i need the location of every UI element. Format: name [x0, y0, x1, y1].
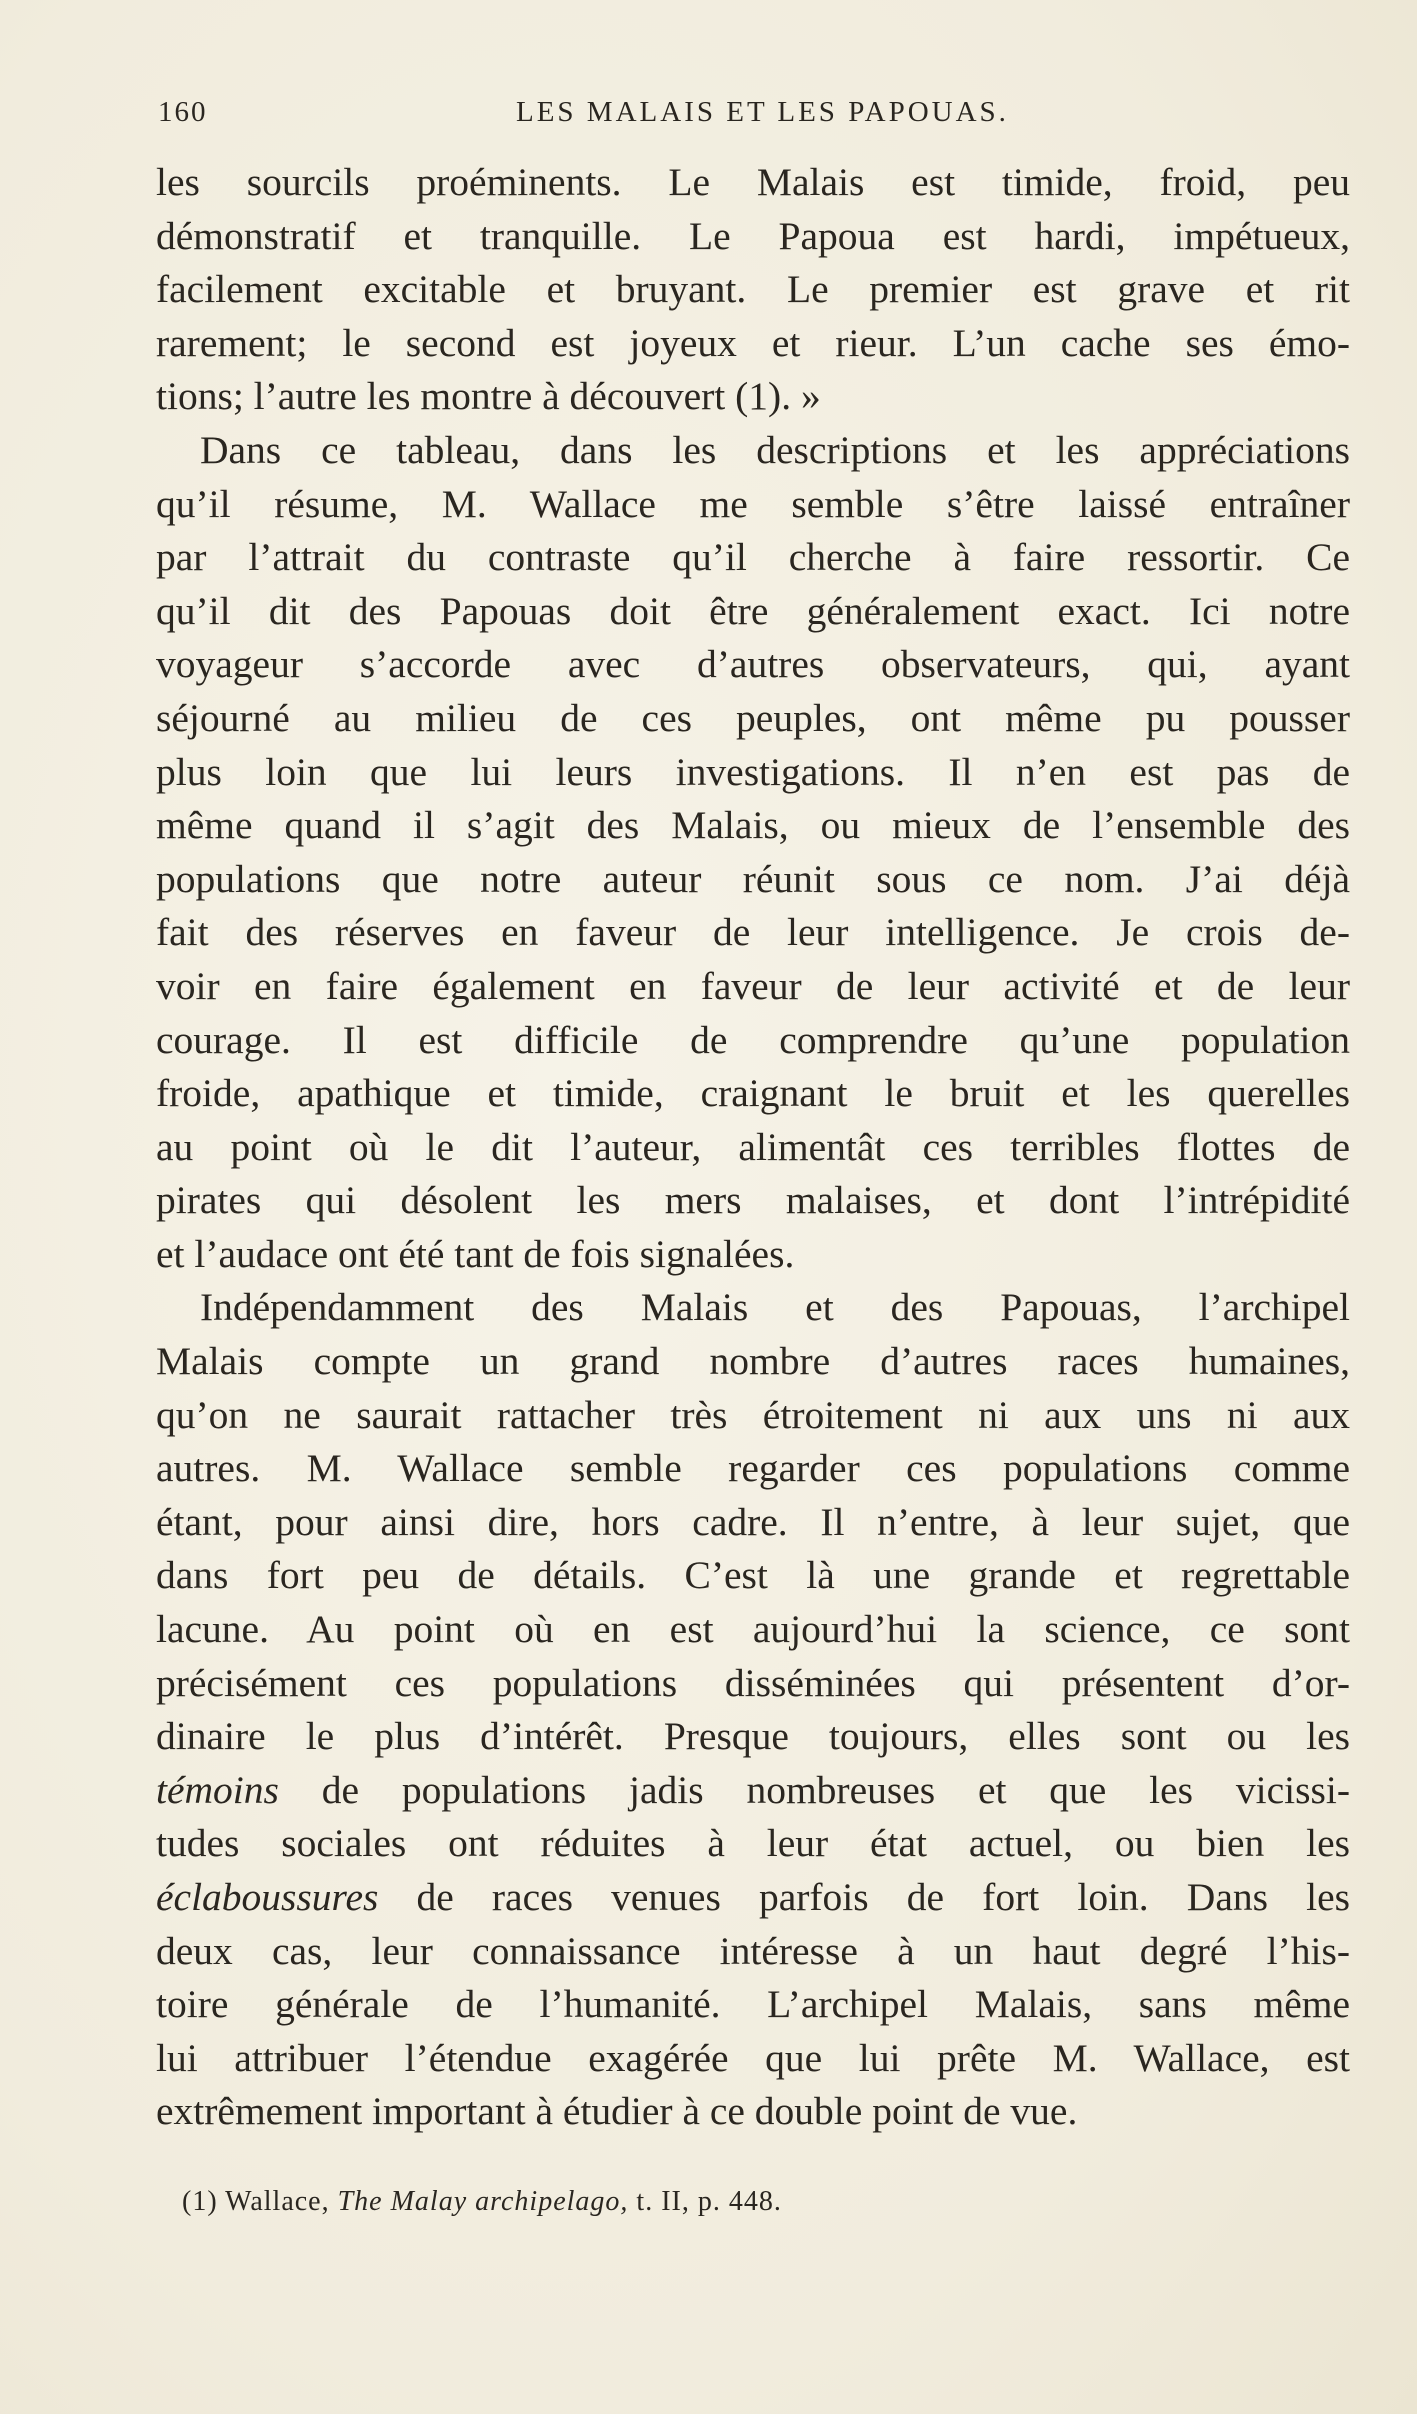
text-line: rarement; le second est joyeux et rieur. L’un cache ses émo- — [156, 320, 1350, 365]
text-line: qu’on ne saurait rattacher très étroitement ni aux uns ni aux — [156, 1392, 1350, 1437]
text-line: précisément ces populations disséminées qui présentent d’or- — [156, 1660, 1350, 1705]
text-line: plus loin que lui leurs investigations. Il n’en est pas de — [156, 749, 1350, 794]
footnote-marker: (1) — [182, 2186, 218, 2217]
line-rest: de populations jadis nombreuses et que les vicissi- — [278, 1767, 1350, 1812]
text-line: facilement excitable et bruyant. Le premier est grave et rit — [156, 267, 1350, 312]
text-line: dinaire le plus d’intérêt. Presque toujours, elles sont ou les — [156, 1714, 1350, 1759]
text-line: autres. M. Wallace semble regarder ces populations comme — [156, 1446, 1350, 1491]
page-number: 160 — [158, 96, 208, 128]
text-line: Malais compte un grand nombre d’autres races humaines, — [156, 1339, 1350, 1384]
text-line: même quand il s’agit des Malais, ou mieux de l’ensemble des — [156, 803, 1350, 848]
text-line-italic-start — [156, 1764, 1350, 1818]
text-line: et l’audace ont été tant de fois signalées. — [156, 1231, 795, 1276]
text-line: dans fort peu de détails. C’est là une grande et regrettable — [156, 1553, 1350, 1598]
text-line: voyageur s’accorde avec d’autres observateurs, qui, ayant — [156, 642, 1350, 687]
text-line: au point où le dit l’auteur, alimentât ces terribles flottes de — [156, 1124, 1350, 1169]
line-rest: de races venues parfois de fort loin. Dans les — [378, 1875, 1350, 1919]
text-line: pirates qui désolent les mers malaises, et dont l’intrépidité — [156, 1178, 1350, 1223]
running-title: LES MALAIS ET LES PAPOUAS. — [516, 96, 1009, 128]
italic-word: éclaboussures — [156, 1875, 379, 1919]
italic-word: témoins — [156, 1767, 279, 1812]
footnote-author: Wallace, — [217, 2186, 338, 2217]
text-line: tions; l’autre les montre à découvert (1). » — [156, 374, 821, 419]
text-line: étant, pour ainsi dire, hors cadre. Il n’entre, à leur sujet, que — [156, 1499, 1350, 1544]
text-line: qu’il dit des Papouas doit être généralement exact. Ici notre — [156, 588, 1350, 633]
footnote-title: The Malay archipelago, — [337, 2186, 629, 2217]
text-line: voir en faire également en faveur de leur activité et de leur — [156, 963, 1350, 1008]
text-line: courage. Il est difficile de comprendre qu’une population — [156, 1017, 1350, 1062]
text-line: fait des réserves en faveur de leur intelligence. Je crois de- — [156, 910, 1350, 955]
text-line: lacune. Au point où en est aujourd’hui la science, ce sont — [156, 1607, 1350, 1652]
text-line: par l’attrait du contraste qu’il cherche à faire ressortir. Ce — [156, 535, 1350, 580]
footnote — [182, 2186, 782, 2218]
footnote-ref: t. II, p. 448. — [628, 2186, 782, 2217]
text-line-italic-start — [156, 1871, 1350, 1925]
text-line: qu’il résume, M. Wallace me semble s’être laissé entraîner — [156, 481, 1350, 526]
text-line: populations que notre auteur réunit sous ce nom. J’ai déjà — [156, 856, 1350, 901]
text-line: lui attribuer l’étendue exagérée que lui prête M. Wallace, est — [156, 2035, 1350, 2080]
paragraph-start-line: Indépendamment des Malais et des Papouas, l’archipel — [200, 1285, 1350, 1330]
text-line: tudes sociales ont réduites à leur état actuel, ou bien les — [156, 1821, 1350, 1866]
text-line: toire générale de l’humanité. L’archipel Malais, sans même — [156, 1982, 1350, 2027]
text-line: les sourcils proéminents. Le Malais est timide, froid, peu — [156, 160, 1350, 204]
text-line: séjourné au milieu de ces peuples, ont même pu pousser — [156, 695, 1350, 740]
text-line: froide, apathique et timide, craignant le bruit et les querelles — [156, 1071, 1350, 1116]
page-header — [158, 96, 1158, 136]
body-text — [156, 156, 1350, 2139]
text-line: deux cas, leur connaissance intéresse à un haut degré l’his- — [156, 1928, 1350, 1973]
paragraph-start-line: Dans ce tableau, dans les descriptions et les appréciations — [200, 427, 1350, 472]
text-line: extrêmement important à étudier à ce double point de vue. — [156, 2089, 1078, 2134]
text-line: démonstratif et tranquille. Le Papoua est hardi, impétueux, — [156, 213, 1350, 258]
